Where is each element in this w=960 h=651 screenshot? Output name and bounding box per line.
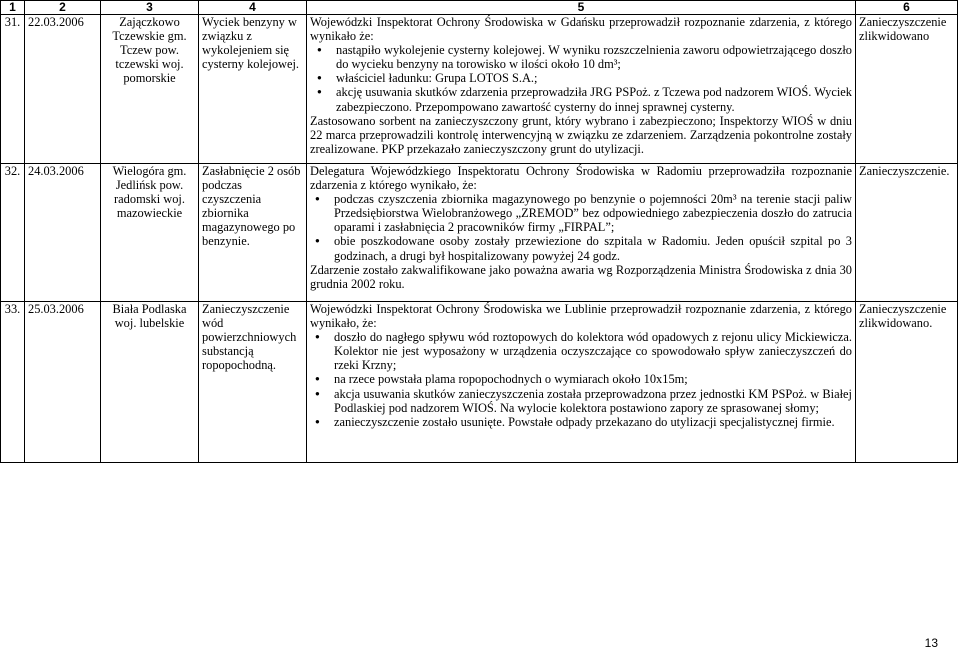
list-item: ● doszło do nagłego spływu wód roztopowych do kolektora wód opadowych z rejonu ulicy Mickiewicza. Kolektor nie jest wyposażony w urządzenia oczyszczające co spowodowało spływ zanieczyszczeń do rzeki Krzny;	[334, 330, 852, 372]
incident-location: Zajączkowo Tczewskie gm. Tczew pow. tczewski woj. pomorskie	[101, 15, 199, 164]
list-item: ● obie poszkodowane osoby zostały przewiezione do szpitala w Radomiu. Jeden opuścił szpital po 3 godzinach, a drugi był hospitalizowany powyżej 24 godz.	[334, 234, 852, 262]
column-number: 3	[101, 1, 199, 15]
column-number: 4	[199, 1, 307, 15]
incident-cause: Zanieczyszczenie wód powierzchniowych substancją ropopochodną.	[199, 302, 307, 463]
list-item: ● zanieczyszczenie zostało usunięte. Powstałe odpady przekazano do utylizacji specjalistycznej firmie.	[334, 415, 852, 429]
table-row	[1, 15, 958, 164]
column-number: 1	[1, 1, 25, 15]
incident-location: Wielogóra gm. Jedlińsk pow. radomski woj. mazowieckie	[101, 164, 199, 302]
list-item: ● na rzece powstała plama ropopochodnych o wymiarach około 10x15m;	[334, 372, 852, 386]
column-number: 5	[307, 1, 856, 15]
description-intro: Wojewódzki Inspektorat Ochrony Środowiska w Gdańsku przeprowadził rozpoznanie zdarzenia, z którego wynikało że:	[310, 15, 852, 44]
incident-date: 22.03.2006	[25, 15, 101, 164]
incident-cause: Zasłabnięcie 2 osób podczas czyszczenia zbiornika magazynowego po benzynie.	[199, 164, 307, 302]
incident-cause: Wyciek benzyny w związku z wykolejeniem się cysterny kolejowej.	[199, 15, 307, 164]
table-row	[1, 302, 958, 463]
row-number: 31.	[1, 15, 25, 164]
description-bullets	[310, 43, 852, 113]
incident-description	[307, 15, 856, 164]
description-bullets	[310, 330, 852, 429]
incident-description	[307, 164, 856, 302]
list-item: ● właściciel ładunku: Grupa LOTOS S.A.;	[336, 71, 852, 85]
description-tail: Zdarzenie zostało zakwalifikowane jako poważna awaria wg Rozporządzenia Ministra Środowiska z dnia 30 grudnia 2002 roku.	[310, 262, 852, 291]
table-row	[1, 164, 958, 302]
incident-date: 25.03.2006	[25, 302, 101, 463]
list-item: ● podczas czyszczenia zbiornika magazynowego po benzynie o pojemności 20m³ na terenie stacji paliw Przedsiębiorstwa Wielobranżowego „ZREMOD” bez odpowiedniego zabezpieczenia doszło do zatrucia oparami i zasłabnięcia 2 pracowników firmy „FIRPAL”;	[334, 192, 852, 234]
description-intro: Delegatura Wojewódzkiego Inspektoratu Ochrony Środowiska w Radomiu przeprowadziła rozpoznanie zdarzenia z którego wynikało, że:	[310, 164, 852, 193]
column-number: 6	[856, 1, 958, 15]
page-number: 13	[924, 636, 938, 650]
incident-result: Zanieczyszczenie zlikwidowano.	[856, 302, 958, 463]
incident-result: Zanieczyszczenie.	[856, 164, 958, 302]
description-intro: Wojewódzki Inspektorat Ochrony Środowiska we Lublinie przeprowadził rozpoznanie zdarzenia, z którego wynikało, że:	[310, 302, 852, 331]
row-number: 33.	[1, 302, 25, 463]
row-number: 32.	[1, 164, 25, 302]
description-tail: Zastosowano sorbent na zanieczyszczony grunt, który wybrano i zabezpieczono; Inspektorzy WIOŚ w dniu 22 marca przeprowadzili kontrolę interwencyjną w związku ze zdarzeniem. Zarządzenia pokontrolne zostały zrealizowane. PKP przekazało zanieczyszczony grunt do utylizacji.	[310, 113, 852, 156]
list-item: ● nastąpiło wykolejenie cysterny kolejowej. W wyniku rozszczelnienia zaworu odpowietrzającego doszło do wycieku benzyny na torowisko w ilości około 10 dm³;	[336, 43, 852, 71]
list-item: ● akcja usuwania skutków zanieczyszczenia została przeprowadzona przez jednostki KM PSPoż. w Białej Podlaskiej pod nadzorem WIOŚ. Na wylocie kolektora postawiono zapory ze sprasowanej słomy;	[334, 387, 852, 415]
incident-description	[307, 302, 856, 463]
incident-location: Biała Podlaska woj. lubelskie	[101, 302, 199, 463]
incident-date: 24.03.2006	[25, 164, 101, 302]
description-bullets	[310, 192, 852, 262]
column-number: 2	[25, 1, 101, 15]
incident-result: Zanieczyszczenie zlikwidowano	[856, 15, 958, 164]
list-item: ● akcję usuwania skutków zdarzenia przeprowadziła JRG PSPoż. z Tczewa pod nadzorem WIOŚ. Wyciek zabezpieczono. Przepompowano zawartość cysterny do innej sprawnej cysterny.	[336, 85, 852, 113]
column-number-row	[1, 1, 958, 15]
